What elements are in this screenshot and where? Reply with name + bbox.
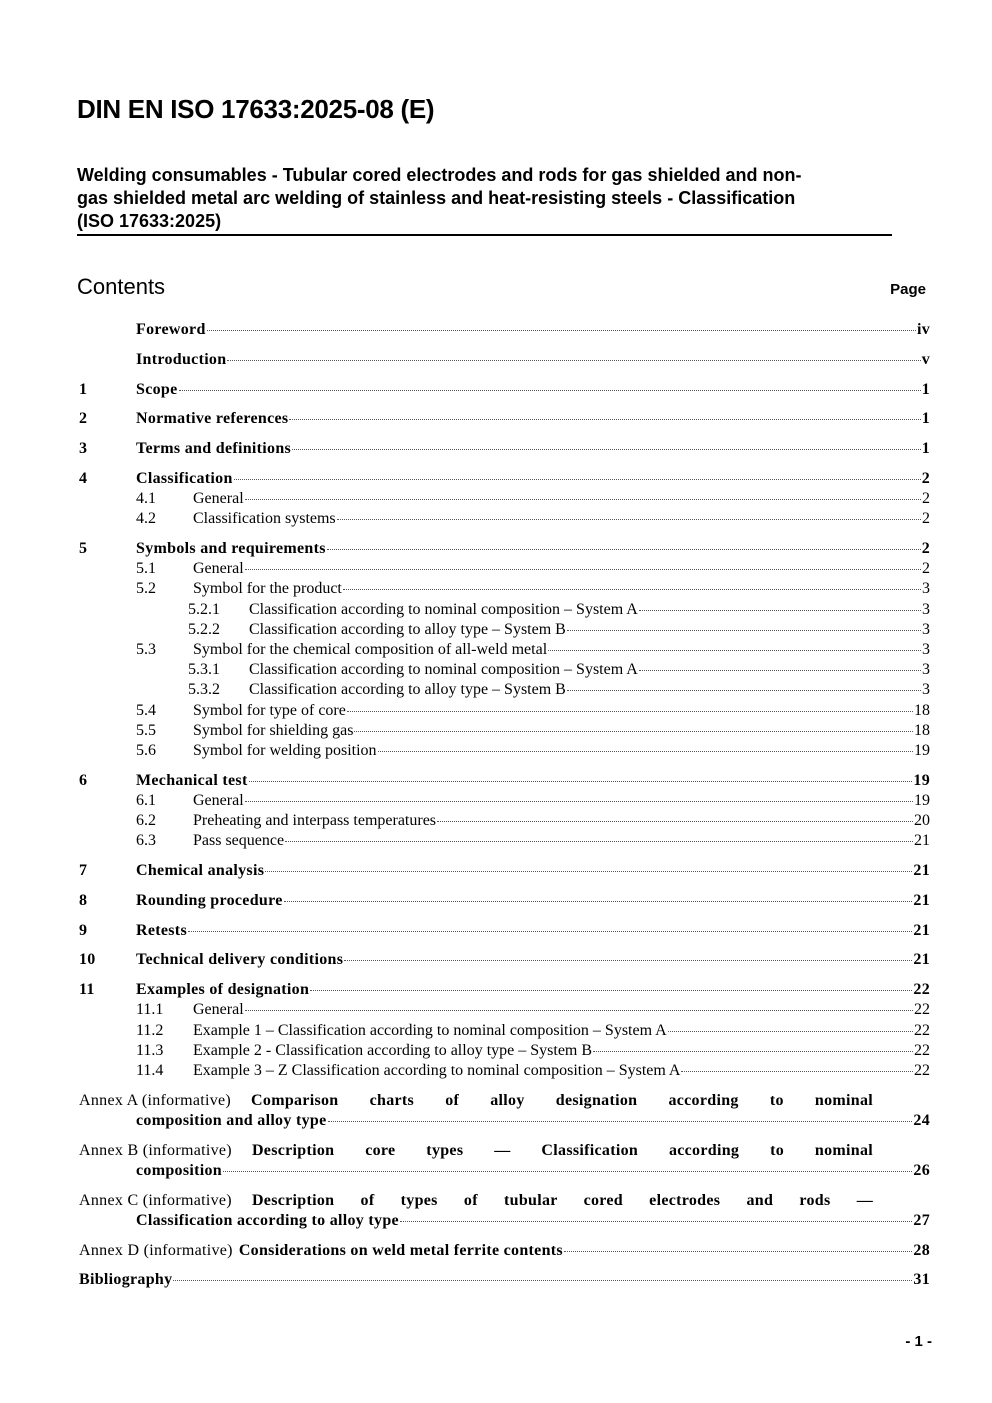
toc-entry[interactable]	[79, 439, 930, 459]
toc-entry-page: 2	[921, 540, 930, 558]
dot-leader	[639, 670, 921, 671]
toc-entry-page: 22	[914, 1001, 930, 1019]
dot-leader	[681, 1071, 913, 1072]
toc-entry-number: 4.2	[136, 510, 156, 528]
toc-entry[interactable]	[79, 539, 930, 559]
toc-entry[interactable]	[79, 680, 930, 700]
toc-entry-number: 4.1	[136, 490, 156, 508]
toc-entry[interactable]	[79, 1021, 930, 1041]
toc-entry[interactable]	[79, 509, 930, 529]
dot-leader	[223, 1171, 912, 1172]
annex-page: 24	[913, 1111, 930, 1129]
toc-entry-number: 11.2	[136, 1021, 164, 1039]
table-of-contents	[79, 320, 930, 1291]
toc-entry-page: 22	[914, 1041, 930, 1059]
dot-leader	[548, 650, 921, 651]
toc-entry[interactable]	[79, 409, 930, 429]
toc-entry[interactable]	[79, 600, 930, 620]
dot-leader	[292, 449, 921, 450]
toc-entry-page: 21	[913, 921, 930, 939]
toc-entry-title: Chemical analysis	[136, 862, 265, 880]
toc-entry-title: Symbol for the chemical composition of all-weld metal	[193, 641, 548, 658]
annex-title-line1: Considerations on weld metal ferrite contents	[238, 1241, 563, 1259]
toc-entry-title: Symbols and requirements	[136, 540, 326, 558]
toc-annex-entry[interactable]	[79, 1141, 930, 1181]
toc-entry-page: v	[921, 350, 930, 368]
toc-entry[interactable]	[79, 771, 930, 791]
annex-title-line1: Bibliography	[79, 1271, 173, 1289]
toc-entry-page: 21	[913, 891, 930, 909]
annex-title-line2: composition	[136, 1161, 222, 1179]
toc-annex-entry[interactable]	[79, 1270, 930, 1290]
annex-label: Annex A (informative)	[79, 1091, 232, 1109]
toc-entry-page: 2	[921, 469, 930, 487]
annex-title-line	[79, 1141, 873, 1161]
document-subtitle	[77, 164, 892, 236]
dot-leader	[564, 1251, 912, 1252]
toc-entry-title: Classification according to nominal composition – System A	[249, 661, 638, 679]
toc-entry-number: 6	[79, 771, 88, 789]
toc-entry[interactable]	[79, 791, 930, 811]
annex-title-line	[79, 1191, 873, 1211]
toc-annex-entry[interactable]	[79, 1091, 930, 1131]
toc-entry[interactable]	[79, 980, 930, 1000]
toc-entry-title: General	[193, 560, 244, 578]
toc-entry-number: 5.2.2	[188, 620, 220, 638]
dot-leader	[400, 1221, 912, 1222]
dot-leader	[245, 499, 921, 500]
toc-entry[interactable]	[79, 579, 930, 599]
toc-entry-page: 21	[914, 832, 930, 850]
annex-title-line1: Description core types — Classification according to nominal	[251, 1141, 873, 1159]
dot-leader	[328, 1121, 913, 1122]
toc-entry-page: 1	[921, 410, 930, 428]
toc-entry-page: 21	[913, 951, 930, 969]
toc-entry-number: 6.3	[136, 832, 156, 850]
toc-entry[interactable]	[79, 489, 930, 509]
footer-page-number: - 1 -	[905, 1333, 932, 1350]
annex-title-line1: Comparison charts of alloy designation according to nominal	[251, 1091, 873, 1109]
dot-leader	[245, 569, 921, 570]
dot-leader	[354, 731, 913, 732]
toc-entry[interactable]	[79, 559, 930, 579]
toc-entry-number: 6.2	[136, 812, 156, 830]
toc-entry-number: 8	[79, 891, 88, 909]
toc-entry-title: Mechanical test	[136, 771, 248, 789]
dot-leader	[207, 330, 916, 331]
annex-page: 26	[913, 1161, 930, 1179]
toc-entry[interactable]	[79, 861, 930, 881]
annex-label: Annex C (informative)	[79, 1191, 232, 1209]
annex-page: 28	[913, 1241, 930, 1259]
dot-leader	[234, 479, 921, 480]
toc-entry[interactable]	[79, 721, 930, 741]
toc-entry[interactable]	[79, 640, 930, 660]
toc-entry-page: 1	[921, 440, 930, 458]
toc-entry-title: Pass sequence	[193, 832, 285, 850]
toc-entry-title: Preheating and interpass temperatures	[193, 812, 437, 830]
toc-entry[interactable]	[79, 921, 930, 941]
dot-leader	[567, 690, 921, 691]
toc-entry[interactable]	[79, 831, 930, 851]
toc-entry-title: Terms and definitions	[136, 440, 292, 458]
dot-leader	[567, 630, 921, 631]
subtitle-line: Welding consumables - Tubular cored electrodes and rods for gas shielded and non-	[77, 165, 802, 185]
toc-entry-number: 5.1	[136, 560, 156, 578]
document-id: DIN EN ISO 17633:2025-08 (E)	[77, 94, 435, 124]
dot-leader	[289, 419, 920, 420]
dot-leader	[639, 610, 921, 611]
dot-leader	[173, 1280, 912, 1281]
toc-entry-title: Example 2 - Classification according to alloy type – System B	[193, 1041, 593, 1059]
toc-entry-number: 11.3	[136, 1041, 164, 1059]
dot-leader	[284, 901, 913, 902]
toc-entry-number: 7	[79, 862, 88, 880]
subtitle-line: (ISO 17633:2025)	[77, 211, 222, 231]
annex-title-line	[79, 1091, 873, 1111]
toc-entry-title: Scope	[136, 380, 178, 398]
dot-leader	[327, 549, 921, 550]
toc-entry-title: Classification	[136, 469, 233, 487]
toc-entry[interactable]	[79, 1061, 930, 1081]
toc-entry[interactable]	[79, 741, 930, 761]
toc-annex-entry[interactable]	[79, 1191, 930, 1231]
toc-entry[interactable]	[79, 950, 930, 970]
annex-label: Annex B (informative)	[79, 1141, 232, 1159]
toc-entry-title: Introduction	[136, 350, 227, 368]
dot-leader	[227, 360, 920, 361]
toc-entry[interactable]	[79, 320, 930, 340]
annex-title-line2: Classification according to alloy type	[136, 1211, 399, 1229]
toc-entry[interactable]	[79, 469, 930, 489]
toc-entry-number: 5.4	[136, 701, 156, 719]
toc-entry-title: Symbol for shielding gas	[193, 721, 354, 739]
annex-title-line	[79, 1111, 930, 1131]
toc-entry-number: 6.1	[136, 791, 156, 809]
annex-title-line	[79, 1211, 930, 1231]
toc-entry-number: 5.6	[136, 741, 156, 759]
toc-entry-page: 3	[922, 620, 930, 638]
toc-entry-number: 5.5	[136, 721, 156, 739]
contents-heading: Contents	[77, 274, 166, 299]
dot-leader	[343, 589, 921, 590]
toc-entry-number: 4	[79, 469, 88, 487]
dot-leader	[337, 519, 921, 520]
dot-leader	[285, 841, 913, 842]
toc-entry-page: iv	[916, 321, 930, 338]
annex-page: 27	[913, 1211, 930, 1229]
toc-entry-number: 11	[79, 981, 95, 999]
toc-entry-number: 11.1	[136, 1001, 164, 1019]
annex-title-line	[79, 1270, 930, 1290]
annex-title-line	[79, 1241, 930, 1261]
toc-entry-page: 21	[913, 862, 930, 880]
toc-annex-entry[interactable]	[79, 1241, 930, 1261]
dot-leader	[310, 990, 912, 991]
toc-entry-number: 2	[79, 410, 88, 428]
dot-leader	[179, 390, 921, 391]
toc-entry-number: 5.2.1	[188, 600, 220, 618]
toc-entry[interactable]	[79, 891, 930, 911]
toc-entry[interactable]	[79, 620, 930, 640]
toc-entry-page: 3	[922, 580, 930, 598]
dot-leader	[378, 751, 913, 752]
toc-entry-page: 22	[914, 1061, 930, 1079]
annex-title-line2: composition and alloy type	[136, 1111, 327, 1129]
dot-leader	[593, 1051, 913, 1052]
toc-entry-page: 19	[913, 771, 930, 789]
toc-entry-title: Normative references	[136, 410, 289, 428]
toc-entry-title: Symbol for welding position	[193, 741, 377, 759]
dot-leader	[265, 871, 912, 872]
toc-entry-title: Symbol for type of core	[193, 701, 346, 719]
toc-entry-title: Symbol for the product	[193, 580, 342, 598]
toc-entry-page: 2	[922, 490, 930, 508]
toc-entry[interactable]	[79, 1041, 930, 1061]
subtitle-line: gas shielded metal arc welding of stainless and heat-resisting steels - Classification	[77, 188, 796, 208]
toc-entry-page: 22	[914, 1021, 930, 1039]
annex-page: 31	[913, 1271, 930, 1289]
toc-entry-title: Foreword	[136, 321, 206, 338]
toc-entry-page: 19	[914, 791, 930, 809]
dot-leader	[245, 801, 913, 802]
toc-entry[interactable]	[79, 701, 930, 721]
toc-entry-number: 3	[79, 440, 88, 458]
toc-entry-page: 19	[914, 741, 930, 759]
page-column-heading: Page	[890, 281, 926, 298]
dot-leader	[249, 781, 913, 782]
dot-leader	[188, 931, 912, 932]
toc-entry[interactable]	[79, 660, 930, 680]
toc-entry-page: 2	[922, 560, 930, 578]
dot-leader	[347, 711, 913, 712]
toc-entry-page: 3	[922, 681, 930, 699]
toc-entry-number: 5.2	[136, 580, 156, 598]
toc-entry[interactable]	[79, 811, 930, 831]
toc-entry-title: Classification according to alloy type – System B	[249, 620, 566, 638]
dot-leader	[344, 960, 912, 961]
toc-entry-title: Classification systems	[193, 510, 336, 528]
toc-entry-page: 1	[921, 380, 930, 398]
toc-entry-title: Classification according to nominal composition – System A	[249, 600, 638, 618]
annex-title-line	[79, 1161, 930, 1181]
annex-title-line1: Description of types of tubular cored electrodes and rods —	[251, 1191, 873, 1209]
toc-entry-number: 10	[79, 951, 96, 969]
toc-entry-title: Example 1 – Classification according to nominal composition – System A	[193, 1021, 667, 1039]
toc-entry-number: 5	[79, 540, 88, 558]
toc-entry-number: 5.3.1	[188, 661, 220, 679]
toc-entry-title: Examples of designation	[136, 981, 310, 999]
toc-entry[interactable]	[79, 350, 930, 370]
toc-entry[interactable]	[79, 1000, 930, 1020]
toc-entry-title: General	[193, 490, 244, 508]
toc-entry-page: 20	[914, 812, 930, 830]
toc-entry-number: 5.3	[136, 641, 156, 658]
dot-leader	[437, 821, 913, 822]
toc-entry-title: Example 3 – Z Classification according to nominal composition – System A	[193, 1061, 681, 1079]
toc-entry-title: Retests	[136, 921, 187, 939]
toc-entry[interactable]	[79, 380, 930, 400]
toc-entry-page: 22	[913, 981, 930, 999]
toc-entry-title: Technical delivery conditions	[136, 951, 344, 969]
toc-entry-number: 11.4	[136, 1061, 164, 1079]
toc-entry-page: 2	[922, 510, 930, 528]
toc-entry-page: 3	[922, 600, 930, 618]
dot-leader	[668, 1031, 913, 1032]
toc-entry-title: Rounding procedure	[136, 891, 283, 909]
toc-entry-number: 9	[79, 921, 88, 939]
toc-entry-title: Classification according to alloy type – System B	[249, 681, 566, 699]
annex-label: Annex D (informative)	[79, 1241, 233, 1259]
toc-entry-page: 3	[922, 661, 930, 679]
toc-entry-title: General	[193, 1001, 244, 1019]
toc-entry-number: 5.3.2	[188, 681, 220, 699]
toc-entry-page: 18	[914, 701, 930, 719]
dot-leader	[245, 1010, 913, 1011]
toc-entry-title: General	[193, 791, 244, 809]
toc-entry-page: 18	[914, 721, 930, 739]
toc-entry-number: 1	[79, 380, 88, 398]
toc-entry-page: 3	[922, 641, 930, 658]
